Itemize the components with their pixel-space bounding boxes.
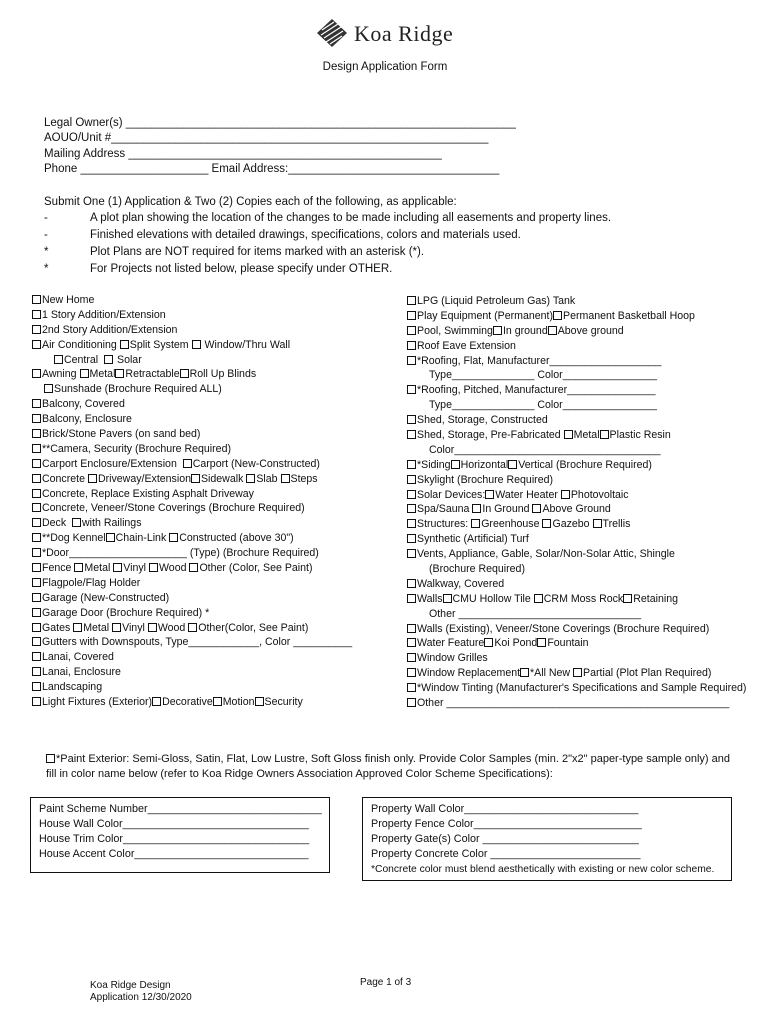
checklist-row	[32, 531, 392, 546]
checklist-label: Chain-Link	[115, 532, 167, 545]
checklist-row	[32, 635, 392, 650]
house-accent-color-field[interactable]: House Accent Color_____________________________	[39, 848, 309, 860]
instruction-mark: *	[44, 246, 49, 258]
checklist-row	[407, 607, 757, 622]
checklist-row	[32, 561, 392, 576]
footer-doc-info	[90, 980, 192, 1004]
checklist-label: Plastic Resin	[609, 429, 671, 442]
concrete-replace-checkbox[interactable]	[32, 489, 41, 498]
checklist-label: CRM Moss Rock	[543, 592, 624, 605]
checklist-label: Garage Door (Brochure Required) *	[42, 606, 210, 619]
checklist-label: Photovoltaic	[570, 488, 629, 501]
checklist-row	[32, 472, 392, 487]
checklist-label: Solar Devices:	[417, 488, 486, 501]
window-allnew-checkbox[interactable]	[520, 668, 529, 677]
checklist-label: Vinyl	[123, 562, 147, 575]
checklist-label: Brick/Stone Pavers (on sand bed)	[42, 428, 201, 441]
walls-checkbox[interactable]	[407, 594, 416, 603]
checklist-label: Flagpole/Flag Holder	[42, 576, 141, 589]
checklist-label: Gazebo	[552, 518, 590, 531]
solar-pv-checkbox[interactable]	[561, 490, 570, 499]
instruction-mark: *	[44, 263, 49, 275]
checklist-label: Concrete, Veneer/Stone Coverings (Brochure Required)	[42, 502, 305, 515]
checklist-row	[32, 516, 392, 531]
checklist-label: Play Equipment (Permanent)	[417, 309, 554, 322]
checklist-label: Structures:	[417, 518, 469, 531]
siding-horizontal-checkbox[interactable]	[451, 460, 460, 469]
carport-checkbox[interactable]	[32, 459, 41, 468]
checklist-label: 1 Story Addition/Extension	[42, 308, 166, 321]
window-replacement-checkbox[interactable]	[407, 668, 416, 677]
house-color-box	[30, 797, 330, 873]
paint-note-text: *Paint Exterior: Semi-Gloss, Satin, Flat, Low Lustre, Soft Gloss finish only. Provide Color Samples (min. 2"x2" paper-type sample only) and fill in color name below (refer to Koa Ridge Owners Association Approved Color Scheme Specifications):	[46, 753, 730, 780]
awning-metal-checkbox[interactable]	[80, 369, 89, 378]
awning-roll-checkbox[interactable]	[180, 369, 189, 378]
checklist-label: Awning	[42, 368, 77, 381]
checklist-label: Water Heater	[495, 488, 558, 501]
checklist-label: Fountain	[547, 637, 589, 650]
checklist-row	[32, 546, 392, 561]
vents-checkbox[interactable]	[407, 549, 416, 558]
checklist-label: Roll Up Blinds	[189, 368, 257, 381]
other-checkbox[interactable]	[407, 698, 416, 707]
right-checklist	[407, 294, 757, 711]
paint-scheme-field[interactable]: Paint Scheme Number_____________________________	[39, 803, 322, 815]
window-partial-checkbox[interactable]	[573, 668, 582, 677]
phone-email-field[interactable]: Phone ____________________ Email Address:_________________________________	[44, 163, 500, 175]
story2-checkbox[interactable]	[32, 325, 41, 334]
checklist-label: *Roofing, Pitched, Manufacturer_______________	[417, 384, 656, 397]
instruction-text: Finished elevations with detailed drawings, specifications, colors and materials used.	[90, 229, 521, 241]
checklist-row	[407, 547, 757, 562]
pool-checkbox[interactable]	[407, 326, 416, 335]
checklist-label: Vertical (Brochure Required)	[518, 458, 652, 471]
checklist-row	[407, 339, 757, 354]
checklist-label: Constructed (above 30")	[179, 532, 294, 545]
property-fence-color-field[interactable]: Property Fence Color____________________________	[371, 818, 642, 830]
checklist-row	[407, 636, 757, 651]
house-trim-color-field[interactable]: House Trim Color_______________________________	[39, 833, 310, 845]
checklist-label: Balcony, Covered	[42, 398, 125, 411]
checklist-row	[407, 428, 757, 443]
instruction-item	[0, 246, 770, 262]
checklist-row	[407, 458, 757, 473]
concrete-steps-checkbox[interactable]	[281, 474, 290, 483]
window-grilles-checkbox[interactable]	[407, 653, 416, 662]
camera-checkbox[interactable]	[32, 444, 41, 453]
checklist-label: Vents, Appliance, Gable, Solar/Non-Solar Attic, Shingle	[417, 548, 675, 561]
checklist-row	[32, 427, 392, 442]
instruction-item	[0, 229, 770, 245]
instruction-text: Plot Plans are NOT required for items marked with an asterisk (*).	[90, 246, 425, 258]
checklist-label: Landscaping	[42, 681, 103, 694]
paint-note	[46, 752, 736, 782]
fence-wood-checkbox[interactable]	[149, 563, 158, 572]
checklist-label: Walkway, Covered	[417, 577, 505, 590]
story1-checkbox[interactable]	[32, 310, 41, 319]
structures-checkbox[interactable]	[407, 519, 416, 528]
checklist-label: Metal	[573, 429, 600, 442]
shed-plastic-checkbox[interactable]	[600, 430, 609, 439]
page-number: Page 1 of 3	[360, 977, 412, 988]
walls-crm-checkbox[interactable]	[534, 594, 543, 603]
checklist-label: Walls	[417, 592, 443, 605]
checklist-label: Above ground	[557, 324, 624, 337]
checklist-row	[407, 354, 757, 369]
checklist-row	[407, 622, 757, 637]
checklist-label: Vinyl	[122, 621, 145, 634]
pavers-checkbox[interactable]	[32, 429, 41, 438]
checklist-row	[32, 367, 392, 382]
door-checkbox[interactable]	[32, 548, 41, 557]
checklist-label: 2nd Story Addition/Extension	[42, 323, 178, 336]
siding-vertical-checkbox[interactable]	[508, 460, 517, 469]
checklist-label: In ground	[502, 324, 548, 337]
checklist-label: Partial (Plot Plan Required)	[583, 667, 712, 680]
checklist-label: Gates	[42, 621, 71, 634]
spa-inground-checkbox[interactable]	[472, 504, 481, 513]
checklist-row	[32, 606, 392, 621]
checklist-label: Shed, Storage, Pre-Fabricated	[417, 429, 561, 442]
fence-other-checkbox[interactable]	[189, 563, 198, 572]
checklist-row	[407, 413, 757, 428]
checklist-label: Balcony, Enclosure	[42, 413, 132, 426]
checklist-label: *Siding	[417, 458, 451, 471]
checklist-row	[407, 368, 757, 383]
checklist-label: Skylight (Brochure Required)	[417, 473, 554, 486]
spa-above-checkbox[interactable]	[532, 504, 541, 513]
footer-line2: Application 12/30/2020	[90, 992, 192, 1003]
fence-metal-checkbox[interactable]	[74, 563, 83, 572]
checklist-label: *Roofing, Flat, Manufacturer___________________	[417, 354, 662, 367]
roof-eave-checkbox[interactable]	[407, 341, 416, 350]
checklist-label: Other (Color, See Paint)	[199, 562, 313, 575]
checklist-row	[32, 353, 392, 368]
shed-metal-checkbox[interactable]	[564, 430, 573, 439]
checklist-row	[407, 488, 757, 503]
checklist-row	[32, 665, 392, 680]
checklist-label: LPG (Liquid Petroleum Gas) Tank	[417, 295, 576, 307]
checklist-row	[407, 651, 757, 666]
light-fixtures-checkbox[interactable]	[32, 697, 41, 706]
pool-inground-checkbox[interactable]	[493, 326, 502, 335]
checklist-label[interactable]: Color___________________________________	[429, 443, 661, 456]
checklist-label: CMU Hollow Tile	[452, 592, 531, 605]
checklist-row	[32, 695, 392, 710]
instruction-item	[0, 263, 770, 279]
checklist-label[interactable]: Type______________ Color________________	[429, 399, 657, 412]
checklist-label: Carport (New-Constructed)	[192, 457, 320, 470]
gazebo-checkbox[interactable]	[542, 519, 551, 528]
concrete-slab-checkbox[interactable]	[246, 474, 255, 483]
checklist-label: Slab	[256, 472, 278, 485]
flagpole-checkbox[interactable]	[32, 578, 41, 587]
checklist-label: Steps	[290, 472, 318, 485]
lanai-covered-checkbox[interactable]	[32, 652, 41, 661]
checklist-label: Koi Pond	[494, 637, 538, 650]
checklist-label: New Home	[42, 294, 95, 306]
checklist-label: Water Feature	[417, 637, 485, 650]
brand-name: Koa Ridge	[354, 21, 454, 46]
deck-checkbox[interactable]	[32, 518, 41, 527]
concrete-side-checkbox[interactable]	[191, 474, 200, 483]
checklist-row	[407, 502, 757, 517]
checklist-label: Sunshade (Brochure Required ALL)	[54, 383, 222, 396]
carport-new-checkbox[interactable]	[183, 459, 192, 468]
checklist-label: Metal	[83, 621, 110, 634]
mailing-address-field[interactable]: Mailing Address _________________________________________________	[44, 148, 442, 160]
house-wall-color-field[interactable]: House Wall Color_______________________________	[39, 818, 309, 830]
checklist-row	[407, 398, 757, 413]
checklist-label: Roof Eave Extension	[417, 339, 516, 352]
checklist-label: Trellis	[602, 518, 631, 531]
checklist-label[interactable]: Other _______________________________	[429, 607, 642, 620]
checklist-label: Metal	[84, 562, 111, 575]
checklist-label: Security	[264, 696, 303, 709]
instruction-text: For Projects not listed below, please specify under OTHER.	[90, 263, 393, 275]
checklist-label: Retaining	[633, 592, 678, 605]
checklist-label: Lanai, Enclosure	[42, 666, 121, 679]
checklist-row	[32, 412, 392, 427]
checklist-label: Wood	[159, 562, 187, 575]
concrete-color-note: *Concrete color must blend aesthetically with existing or new color scheme.	[371, 864, 715, 875]
checklist-label: Greenhouse	[481, 518, 540, 531]
checklist-label: **Dog Kennel	[42, 532, 106, 545]
checklist-label: Carport Enclosure/Extension	[42, 457, 177, 470]
checklist-row	[32, 338, 392, 353]
checklist-row	[32, 293, 392, 308]
balcony-covered-checkbox[interactable]	[32, 399, 41, 408]
checklist-label: Window Replacement	[417, 667, 521, 680]
checklist-label: Synthetic (Artificial) Turf	[417, 533, 529, 546]
instruction-mark: -	[44, 229, 48, 241]
ac-solar-checkbox[interactable]	[104, 355, 113, 364]
light-decorative-checkbox[interactable]	[152, 697, 161, 706]
checklist-label: Horizontal	[460, 458, 509, 471]
landscaping-checkbox[interactable]	[32, 682, 41, 691]
gates-checkbox[interactable]	[32, 623, 41, 632]
solar-water-checkbox[interactable]	[485, 490, 494, 499]
checklist-label: Other ________________________________________________	[417, 697, 730, 710]
walls-existing-checkbox[interactable]	[407, 624, 416, 633]
checklist-row	[407, 309, 757, 324]
roof-flat-checkbox[interactable]	[407, 356, 416, 365]
checklist-row	[407, 473, 757, 488]
checklist-label: Driveway/Extension	[97, 472, 191, 485]
concrete-veneer-checkbox[interactable]	[32, 503, 41, 512]
checklist-row	[32, 323, 392, 338]
checklist-label: Gutters with Downspouts, Type____________, Color __________	[42, 636, 353, 649]
property-gate-color-field[interactable]: Property Gate(s) Color __________________________	[371, 833, 639, 845]
deck-railings-checkbox[interactable]	[72, 518, 81, 527]
checklist-label: In Ground	[482, 503, 530, 516]
footer-line1: Koa Ridge Design	[90, 980, 171, 991]
fence-vinyl-checkbox[interactable]	[113, 563, 122, 572]
play-checkbox[interactable]	[407, 311, 416, 320]
instruction-text: A plot plan showing the location of the changes to be made including all easements and property lines.	[90, 212, 612, 224]
roof-pitched-checkbox[interactable]	[407, 385, 416, 394]
checklist-label: Decorative	[162, 696, 213, 709]
dog-kennel-checkbox[interactable]	[32, 533, 41, 542]
checklist-label: Above Ground	[542, 503, 611, 516]
property-wall-color-field[interactable]: Property Wall Color_____________________________	[371, 803, 639, 815]
checklist-row	[32, 680, 392, 695]
fence-checkbox[interactable]	[32, 563, 41, 572]
form-title: Design Application Form	[322, 61, 448, 73]
ac-window-checkbox[interactable]	[192, 340, 201, 349]
unit-field[interactable]: AOUO/Unit #___________________________________________________________	[44, 132, 489, 144]
instructions-list	[0, 212, 770, 282]
sunshade-checkbox[interactable]	[44, 384, 53, 393]
checklist-label: Motion	[222, 696, 255, 709]
checklist-label: Walls (Existing), Veneer/Stone Coverings (Brochure Required)	[417, 622, 710, 635]
checklist-label: Fence	[42, 562, 72, 575]
gates-wood-checkbox[interactable]	[148, 623, 157, 632]
lanai-enclosure-checkbox[interactable]	[32, 667, 41, 676]
awning-checkbox[interactable]	[32, 369, 41, 378]
dog-constructed-checkbox[interactable]	[169, 533, 178, 542]
checklist-row	[32, 442, 392, 457]
shed-constructed-checkbox[interactable]	[407, 415, 416, 424]
greenhouse-checkbox[interactable]	[471, 519, 480, 528]
walls-retaining-checkbox[interactable]	[623, 594, 632, 603]
checklist-label: Metal	[89, 368, 116, 381]
checklist-label: Garage (New-Constructed)	[42, 591, 170, 604]
checklist-label: Pool, Swimming	[417, 324, 493, 337]
checklist-row	[407, 696, 757, 711]
checklist-label: Window/Thru Wall	[204, 338, 291, 351]
checklist-label: Solar	[117, 353, 142, 366]
checklist-row	[407, 562, 757, 577]
walls-cmu-checkbox[interactable]	[443, 594, 452, 603]
checklist-label: Window Grilles	[417, 652, 488, 665]
checklist-row	[32, 501, 392, 516]
siding-checkbox[interactable]	[407, 460, 416, 469]
lpg-checkbox[interactable]	[407, 296, 416, 305]
checklist-label: *Window Tinting (Manufacturer's Specifications and Sample Required)	[417, 682, 747, 695]
checklist-row	[407, 532, 757, 547]
gates-metal-checkbox[interactable]	[73, 623, 82, 632]
checklist-label: Wood	[157, 621, 186, 634]
gates-vinyl-checkbox[interactable]	[112, 623, 121, 632]
checklist-row	[407, 517, 757, 532]
checklist-label: Other(Color, See Paint)	[198, 621, 309, 634]
checklist-row	[32, 382, 392, 397]
concrete-checkbox[interactable]	[32, 474, 41, 483]
awning-retract-checkbox[interactable]	[115, 369, 124, 378]
solar-checkbox[interactable]	[407, 490, 416, 499]
checklist-row	[32, 487, 392, 502]
checklist-row	[32, 397, 392, 412]
instruction-item	[0, 212, 770, 228]
checklist-row	[407, 443, 757, 458]
trellis-checkbox[interactable]	[593, 519, 602, 528]
checklist-label: *Door____________________ (Type) (Brochure Required)	[42, 547, 319, 560]
ac-checkbox[interactable]	[32, 340, 41, 349]
checklist-row	[407, 294, 757, 309]
checklist-label: Retractable	[125, 368, 180, 381]
checklist-label: Concrete, Replace Existing Asphalt Driveway	[42, 487, 254, 500]
legal-owner-field[interactable]: Legal Owner(s) _____________________________________________________________	[44, 117, 516, 129]
checklist-label: (Brochure Required)	[429, 563, 525, 576]
instruction-mark: -	[44, 212, 48, 224]
checklist-label: Light Fixtures (Exterior)	[42, 696, 153, 709]
left-checklist	[32, 293, 392, 710]
paint-exterior-checkbox[interactable]	[46, 754, 55, 763]
checklist-row	[32, 591, 392, 606]
checklist-label: *All New	[530, 667, 571, 680]
gutters-checkbox[interactable]	[32, 637, 41, 646]
garage-door-checkbox[interactable]	[32, 608, 41, 617]
koa-ridge-diamond-logo-icon	[316, 18, 348, 48]
balcony-enclosure-checkbox[interactable]	[32, 414, 41, 423]
skylight-checkbox[interactable]	[407, 475, 416, 484]
pool-above-checkbox[interactable]	[548, 326, 557, 335]
checklist-row	[407, 577, 757, 592]
checklist-row	[32, 576, 392, 591]
checklist-row	[407, 666, 757, 681]
turf-checkbox[interactable]	[407, 534, 416, 543]
checklist-label: Air Conditioning	[42, 338, 117, 351]
light-motion-checkbox[interactable]	[213, 697, 222, 706]
gates-other-checkbox[interactable]	[188, 623, 197, 632]
checklist-label: Concrete	[42, 472, 85, 485]
instructions-intro: Submit One (1) Application & Two (2) Copies each of the following, as applicable:	[44, 196, 457, 208]
checklist-label: Spa/Sauna	[417, 503, 470, 516]
checklist-row	[407, 383, 757, 398]
checklist-row	[32, 621, 392, 636]
checklist-label: Sidewalk	[200, 472, 244, 485]
property-concrete-color-field[interactable]: Property Concrete Color _________________________	[371, 848, 641, 860]
ac-split-checkbox[interactable]	[120, 340, 129, 349]
checklist-row	[32, 650, 392, 665]
light-security-checkbox[interactable]	[255, 697, 264, 706]
koi-pond-checkbox[interactable]	[484, 638, 493, 647]
checklist-label: with Railings	[82, 517, 142, 530]
garage-checkbox[interactable]	[32, 593, 41, 602]
checklist-label: Lanai, Covered	[42, 651, 114, 664]
checklist-row	[32, 308, 392, 323]
water-feature-checkbox[interactable]	[407, 638, 416, 647]
checklist-label: Deck	[42, 517, 67, 530]
concrete-drive-checkbox[interactable]	[88, 474, 97, 483]
dog-chain-checkbox[interactable]	[106, 533, 115, 542]
checklist-label: Permanent Basketball Hoop	[563, 309, 695, 322]
walkway-checkbox[interactable]	[407, 579, 416, 588]
new-home-checkbox[interactable]	[32, 295, 41, 304]
checklist-label: Split System	[129, 338, 189, 351]
property-color-box	[362, 797, 732, 881]
window-tinting-checkbox[interactable]	[407, 683, 416, 692]
checklist-label: Central	[64, 353, 99, 366]
shed-prefab-checkbox[interactable]	[407, 430, 416, 439]
checklist-row	[407, 681, 757, 696]
checklist-row	[407, 592, 757, 607]
checklist-label[interactable]: Type______________ Color________________	[429, 369, 657, 382]
fountain-checkbox[interactable]	[537, 638, 546, 647]
checklist-row	[32, 457, 392, 472]
checklist-label: Shed, Storage, Constructed	[417, 414, 548, 427]
play-hoop-checkbox[interactable]	[553, 311, 562, 320]
checklist-label: **Camera, Security (Brochure Required)	[42, 442, 231, 455]
spa-checkbox[interactable]	[407, 504, 416, 513]
ac-central-checkbox[interactable]	[54, 355, 63, 364]
checklist-row	[407, 324, 757, 339]
